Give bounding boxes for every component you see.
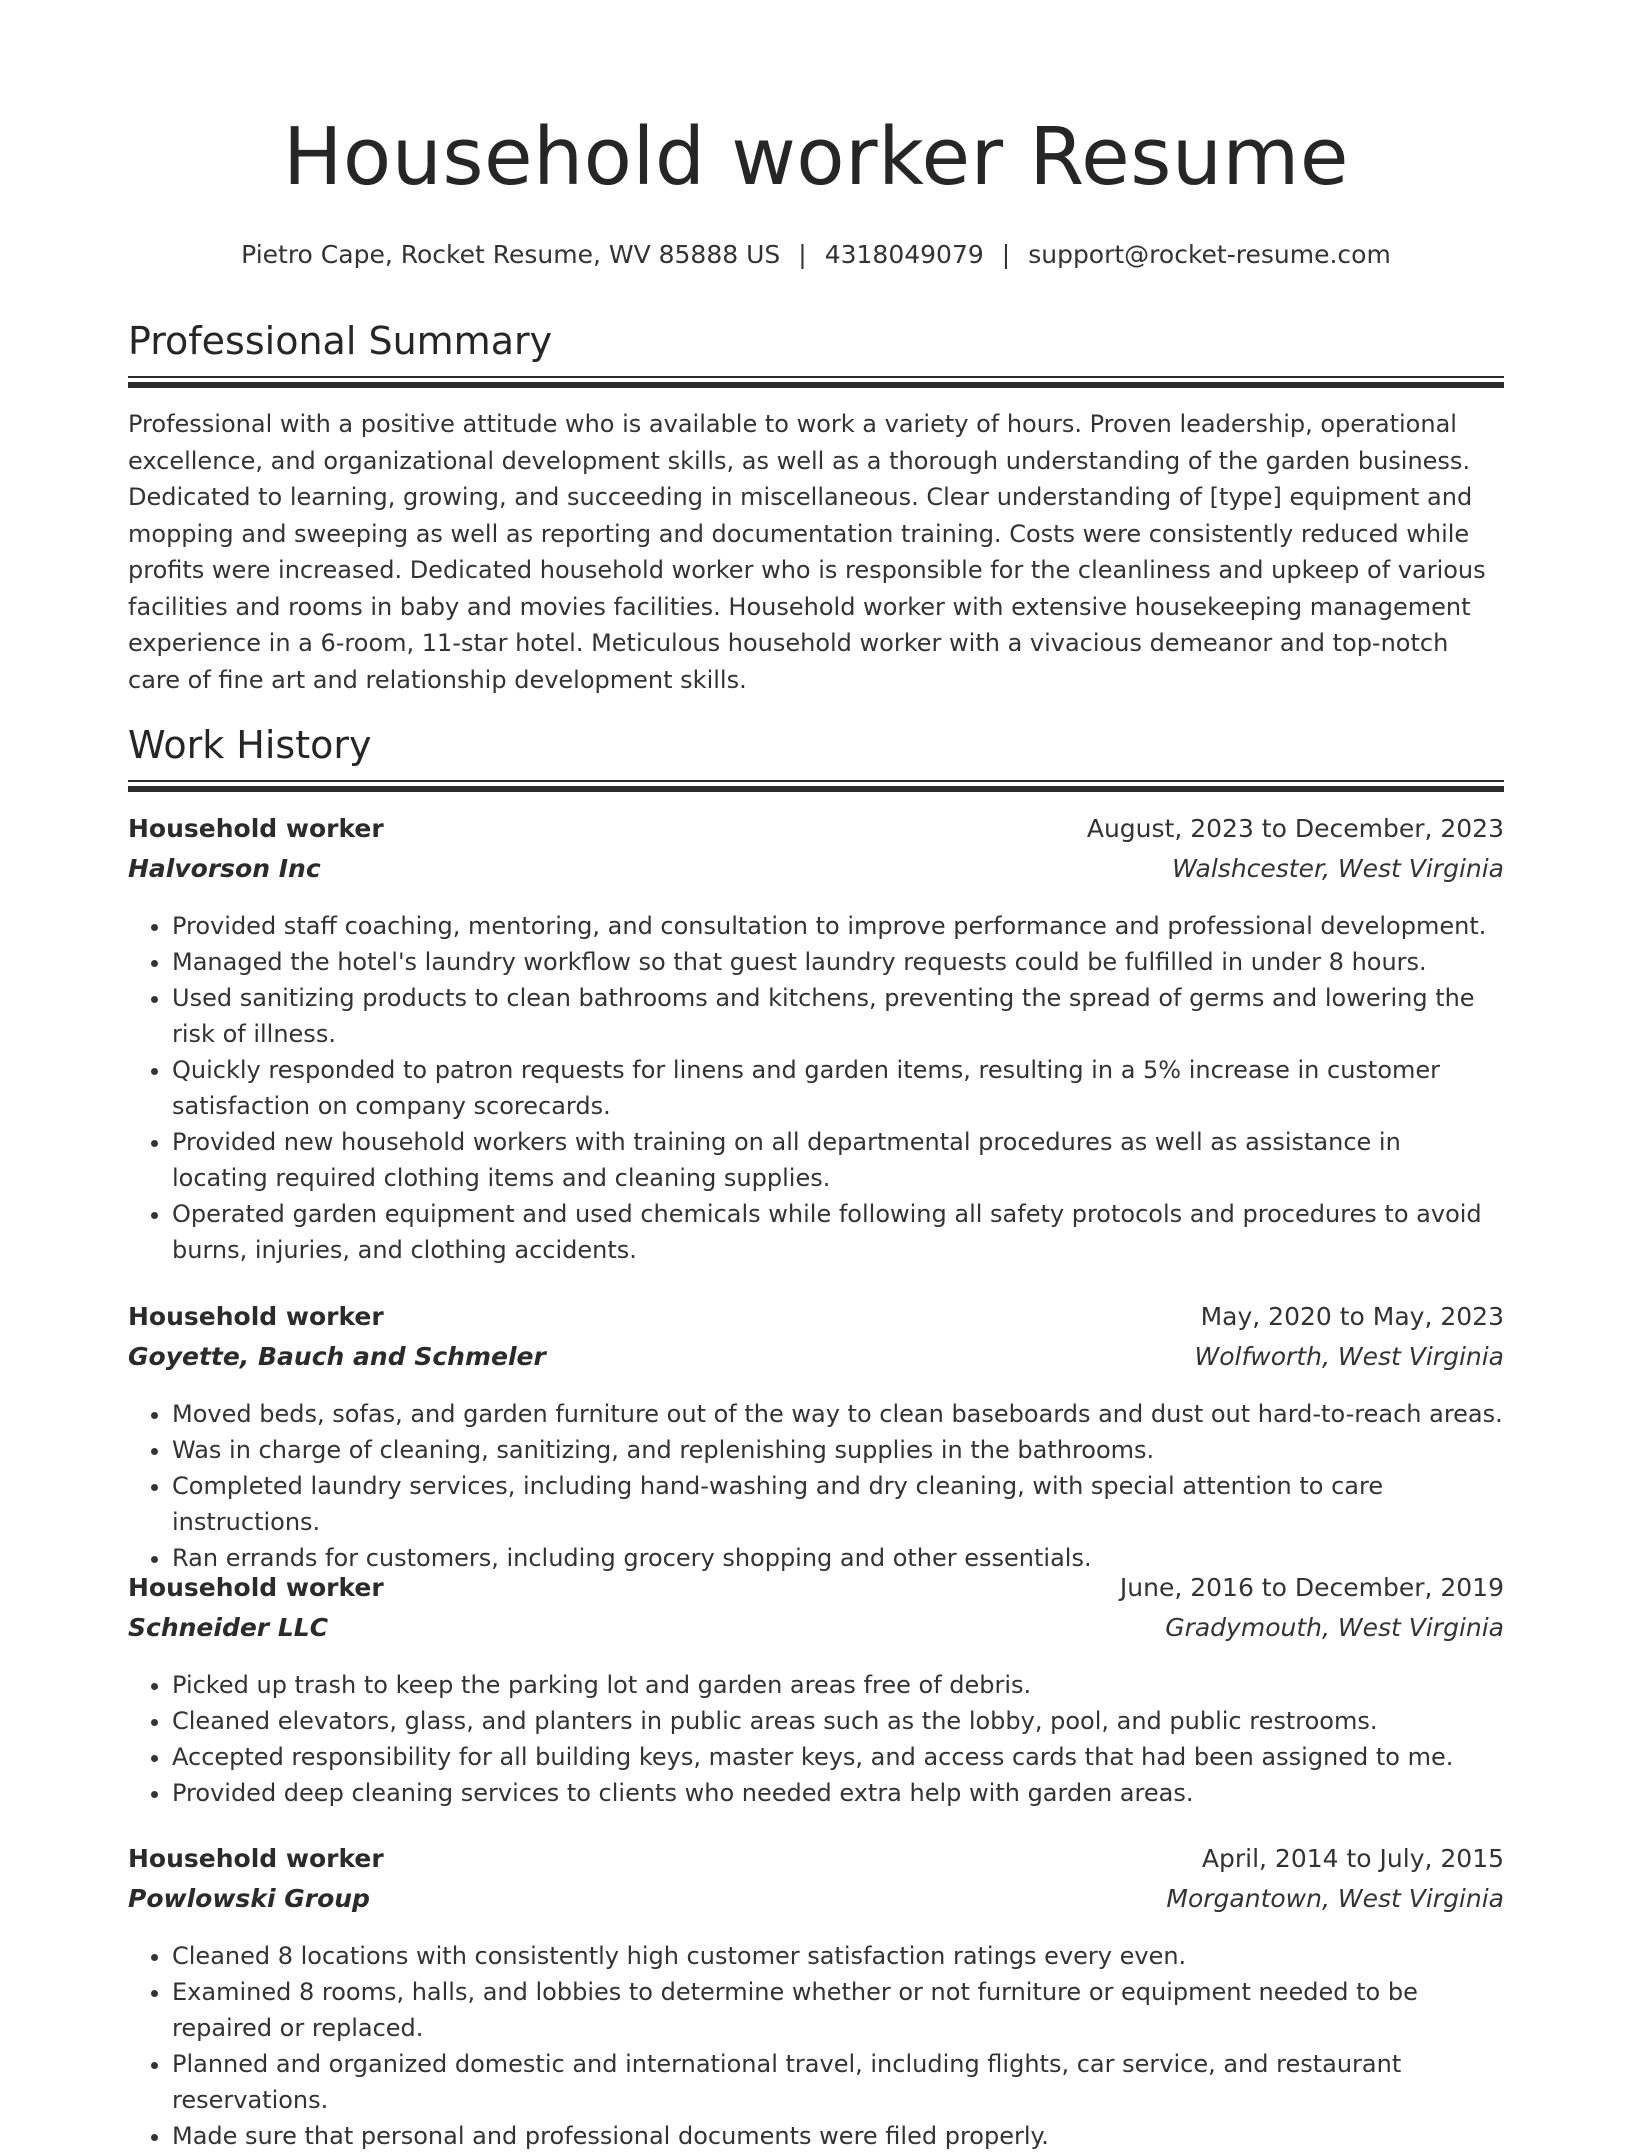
job-entry bbox=[128, 1302, 1504, 1576]
job-bullet-list bbox=[128, 908, 1504, 1268]
job-header-row bbox=[128, 1302, 1504, 1342]
summary-heading: Professional Summary bbox=[128, 319, 553, 363]
job-bullet: • Picked up trash to keep the parking lot and garden areas free of debris. bbox=[172, 1667, 1504, 1703]
job-dates: August, 2023 to December, 2023 bbox=[1086, 814, 1504, 843]
contact-phone: 4318049079 bbox=[824, 240, 984, 269]
job-title: Household worker bbox=[128, 1844, 384, 1873]
summary-text: Professional with a positive attitude who is available to work a variety of hours. Proven leadership, operational excellence, and organizational development skills, as well as a thorough understanding of the garden business. Dedicated to learning, growing, and succeeding in miscellaneous. Clear understanding of [type] equipment and mopping and sweeping as well as reporting and documentation training. Costs were consistently reduced while profits were increased. Dedicated household worker who is responsible for the cleanliness and upkeep of various facilities and rooms in baby and movies facilities. Household worker with extensive housekeeping management experience in a 6-room, 11-star hotel. Meticulous household worker with a vivacious demeanor and top-notch care of fine art and relationship development skills. bbox=[128, 410, 1486, 694]
job-title: Household worker bbox=[128, 1302, 384, 1331]
job-header-row bbox=[128, 1573, 1504, 1613]
contact-separator: | bbox=[1001, 240, 1011, 269]
job-bullet: • Examined 8 rooms, halls, and lobbies to determine whether or not furniture or equipment needed to be repaired or replaced. bbox=[172, 1974, 1504, 2046]
job-dates: June, 2016 to December, 2019 bbox=[1119, 1573, 1504, 1602]
job-header-row bbox=[128, 814, 1504, 854]
job-bullet: • Managed the hotel's laundry workflow so that guest laundry requests could be fulfilled in under 8 hours. bbox=[172, 944, 1504, 980]
job-bullet: • Was in charge of cleaning, sanitizing, and replenishing supplies in the bathrooms. bbox=[172, 1432, 1504, 1468]
job-company: Goyette, Bauch and Schmeler bbox=[128, 1342, 546, 1371]
job-bullet: • Provided new household workers with training on all departmental procedures as well as assistance in locating required clothing items and cleaning supplies. bbox=[172, 1124, 1504, 1196]
job-company-row bbox=[128, 854, 1504, 894]
job-bullet: • Cleaned 8 locations with consistently high customer satisfaction ratings every even. bbox=[172, 1938, 1504, 1974]
work-history-heading: Work History bbox=[128, 723, 372, 767]
contact-address: Pietro Cape, Rocket Resume, WV 85888 US bbox=[241, 240, 781, 269]
section-divider bbox=[128, 780, 1504, 794]
job-company: Halvorson Inc bbox=[128, 854, 321, 883]
job-header-row bbox=[128, 1844, 1504, 1884]
job-bullet-list bbox=[128, 1938, 1504, 2154]
job-bullet: • Accepted responsibility for all building keys, master keys, and access cards that had been assigned to me. bbox=[172, 1739, 1504, 1775]
job-location: Walshcester, West Virginia bbox=[1172, 854, 1504, 883]
job-bullet: • Ran errands for customers, including grocery shopping and other essentials. bbox=[172, 1540, 1504, 1576]
job-dates: April, 2014 to July, 2015 bbox=[1201, 1844, 1504, 1873]
job-bullet-list bbox=[128, 1396, 1504, 1576]
job-dates: May, 2020 to May, 2023 bbox=[1200, 1302, 1504, 1331]
job-title: Household worker bbox=[128, 814, 384, 843]
job-bullet: • Completed laundry services, including hand-washing and dry cleaning, with special attention to care instructions. bbox=[172, 1468, 1504, 1540]
job-bullet: • Operated garden equipment and used chemicals while following all safety protocols and procedures to avoid burns, injuries, and clothing accidents. bbox=[172, 1196, 1504, 1268]
job-company: Schneider LLC bbox=[128, 1613, 329, 1642]
contact-email: support@rocket-resume.com bbox=[1028, 240, 1391, 269]
job-location: Gradymouth, West Virginia bbox=[1165, 1613, 1504, 1642]
contact-line bbox=[128, 240, 1504, 270]
job-bullet: • Planned and organized domestic and international travel, including flights, car service, and restaurant reservations. bbox=[172, 2046, 1504, 2118]
job-bullet: • Moved beds, sofas, and garden furniture out of the way to clean baseboards and dust out hard-to-reach areas. bbox=[172, 1396, 1504, 1432]
job-bullet: • Provided deep cleaning services to clients who needed extra help with garden areas. bbox=[172, 1775, 1504, 1811]
resume-title: Household worker Resume bbox=[283, 111, 1349, 203]
job-company: Powlowski Group bbox=[128, 1884, 370, 1913]
job-location: Morgantown, West Virginia bbox=[1166, 1884, 1504, 1913]
job-bullet: • Made sure that personal and professional documents were filed properly. bbox=[172, 2118, 1504, 2154]
job-bullet-list bbox=[128, 1667, 1504, 1811]
job-title: Household worker bbox=[128, 1573, 384, 1602]
job-bullet: • Cleaned elevators, glass, and planters in public areas such as the lobby, pool, and public restrooms. bbox=[172, 1703, 1504, 1739]
job-company-row bbox=[128, 1884, 1504, 1924]
job-company-row bbox=[128, 1613, 1504, 1653]
job-entry bbox=[128, 1573, 1504, 1811]
job-bullet: • Used sanitizing products to clean bathrooms and kitchens, preventing the spread of germs and lowering the risk of illness. bbox=[172, 980, 1504, 1052]
contact-separator: | bbox=[798, 240, 807, 269]
job-entry bbox=[128, 1844, 1504, 2154]
job-location: Wolfworth, West Virginia bbox=[1194, 1342, 1504, 1371]
job-bullet: • Provided staff coaching, mentoring, and consultation to improve performance and professional development. bbox=[172, 908, 1504, 944]
job-bullet: • Quickly responded to patron requests for linens and garden items, resulting in a 5% increase in customer satisfaction on company scorecards. bbox=[172, 1052, 1504, 1124]
job-company-row bbox=[128, 1342, 1504, 1382]
section-divider bbox=[128, 376, 1504, 390]
job-entry bbox=[128, 814, 1504, 1268]
